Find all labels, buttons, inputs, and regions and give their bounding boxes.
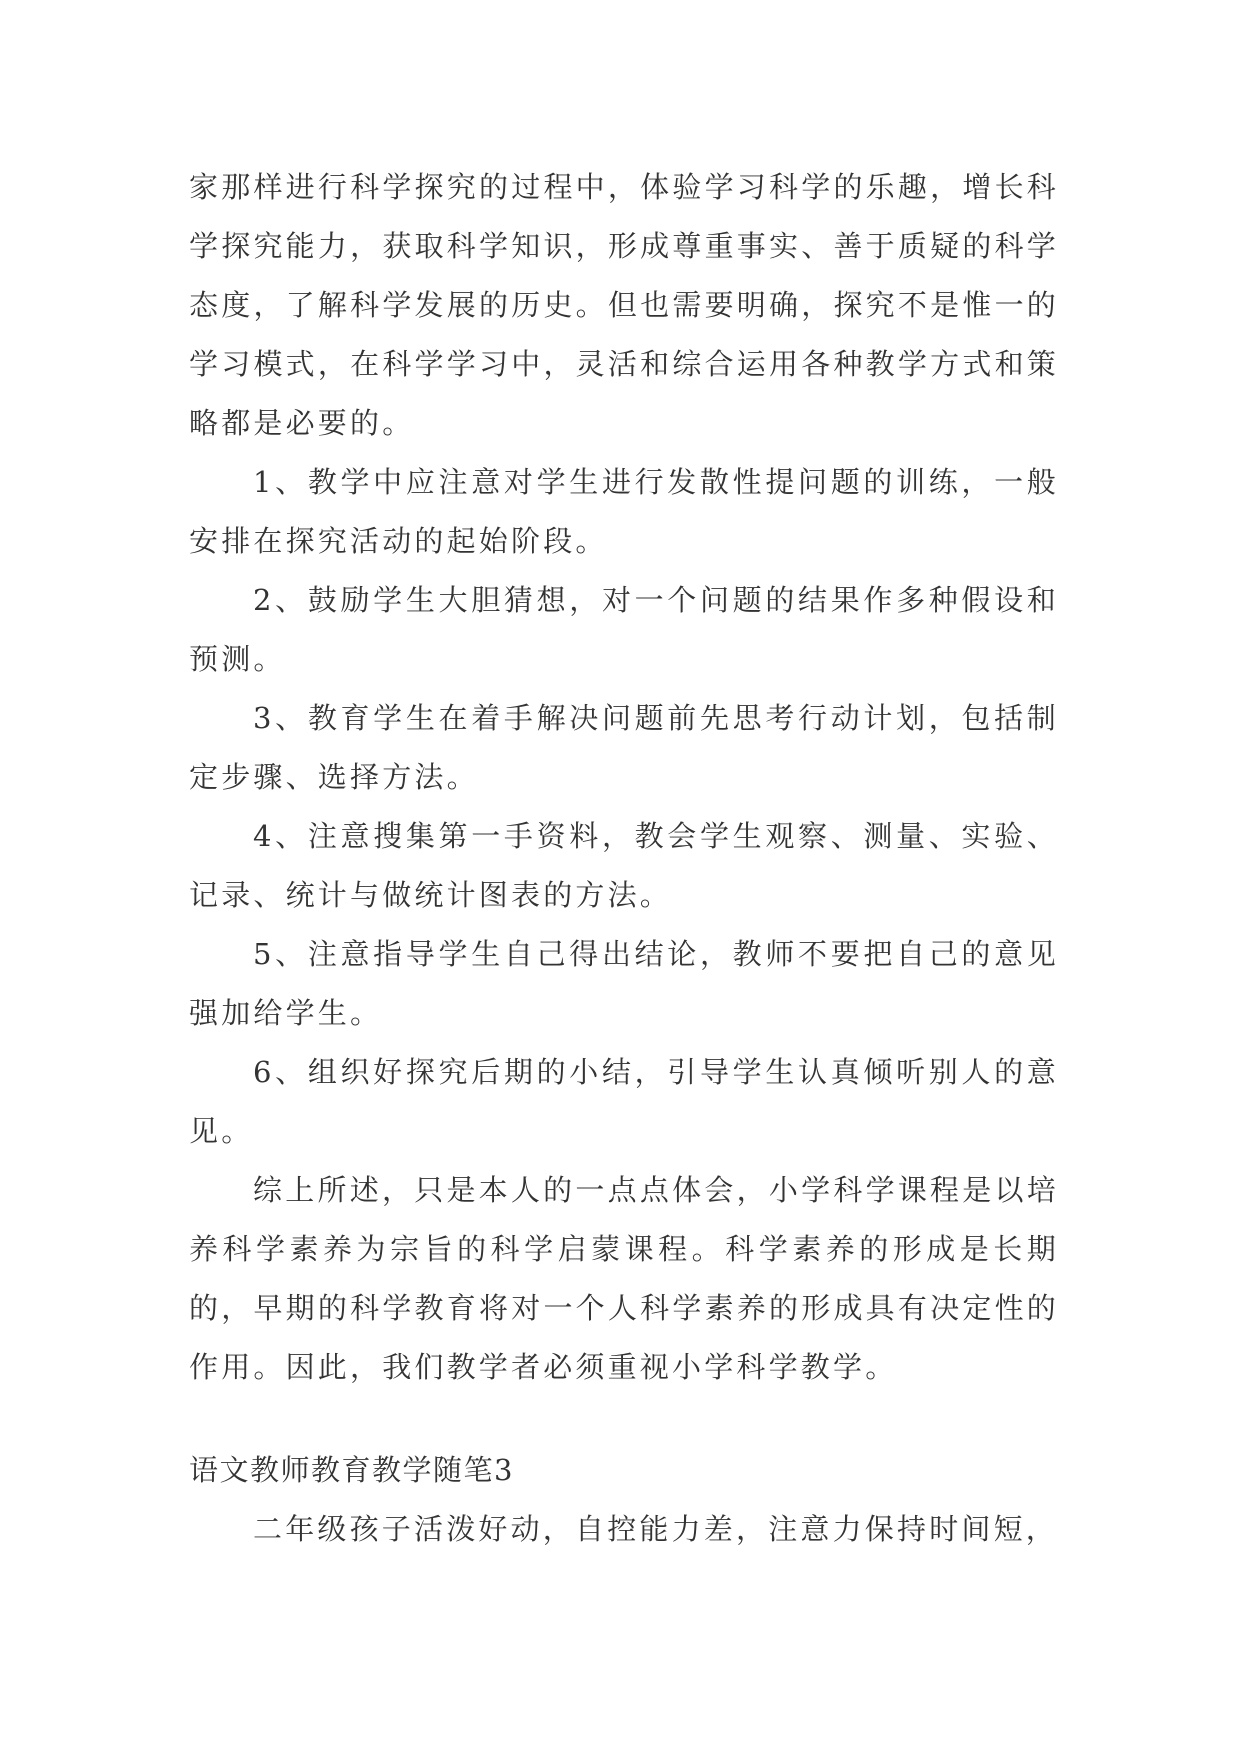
paragraph: 综上所述，只是本人的一点点体会，小学科学课程是以培养科学素养为宗旨的科学启蒙课程。科学素养的形成是长期的，早期的科学教育将对一个人科学素养的形成具有决定性的作用。因此，我们教学者必须重视小学科学教学。 — [189, 1173, 1059, 1384]
paragraph: 二年级孩子活泼好动，自控能力差，注意力保持时间短， — [253, 1512, 1059, 1546]
list-item: 2、鼓励学生大胆猜想，对一个问题的结果作多种假设和预测。 — [189, 583, 1059, 676]
list-item: 1、教学中应注意对学生进行发散性提问题的训练，一般安排在探究活动的起始阶段。 — [189, 465, 1059, 558]
list-item: 4、注意搜集第一手资料，教会学生观察、测量、实验、记录、统计与做统计图表的方法。 — [189, 819, 1059, 912]
document-body — [189, 158, 1059, 1559]
list-item: 3、教育学生在着手解决问题前先思考行动计划，包括制定步骤、选择方法。 — [189, 701, 1059, 794]
list-item: 5、注意指导学生自己得出结论，教师不要把自己的意见强加给学生。 — [189, 937, 1059, 1030]
list-item: 6、组织好探究后期的小结，引导学生认真倾听别人的意见。 — [189, 1055, 1059, 1148]
section-title: 语文教师教育教学随笔3 — [189, 1453, 514, 1487]
paragraph: 家那样进行科学探究的过程中，体验学习科学的乐趣，增长科学探究能力，获取科学知识，形成尊重事实、善于质疑的科学态度，了解科学发展的历史。但也需要明确，探究不是惟一的学习模式，在科学学习中，灵活和综合运用各种教学方式和策略都是必要的。 — [189, 170, 1059, 440]
